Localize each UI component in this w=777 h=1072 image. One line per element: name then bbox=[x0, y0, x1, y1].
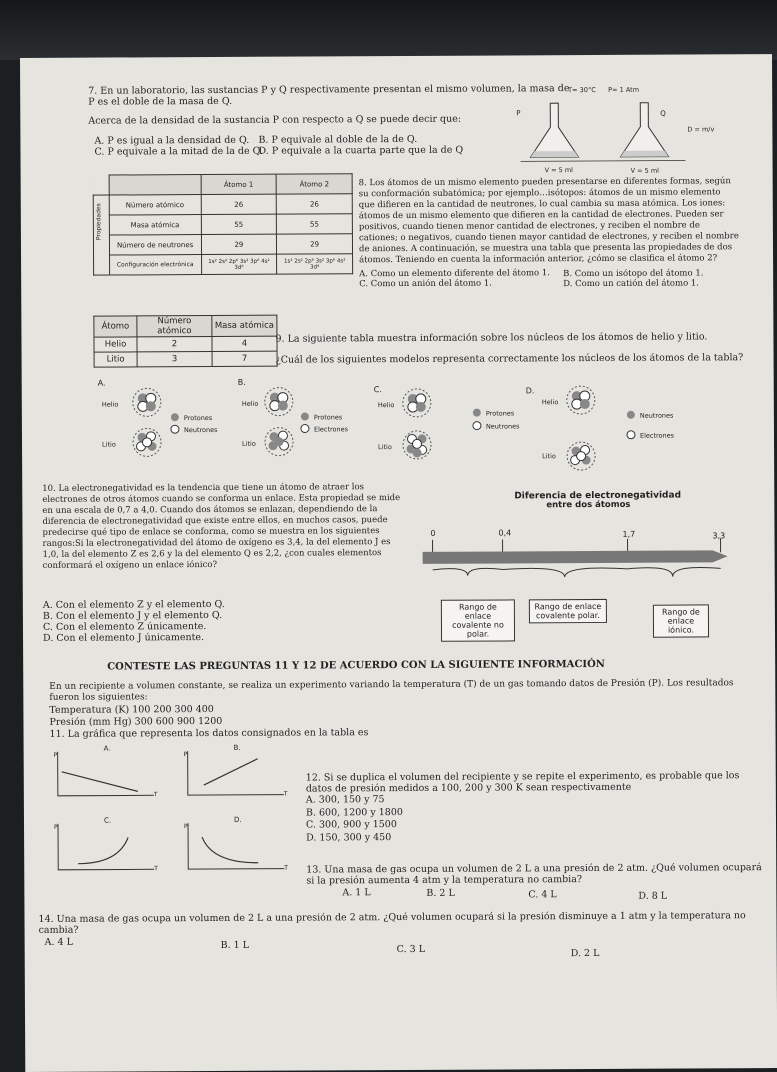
q7-option-a[interactable]: A. P es igual a la densidad de Q. bbox=[94, 134, 250, 147]
q8-stem-line: cationes; o negativos, cuando tienen mayor cantidad de electrones, y reciben el nombre bbox=[358, 231, 739, 244]
q12-option-c[interactable]: C. 300, 900 y 1500 bbox=[305, 819, 397, 831]
litio-label: Litio bbox=[378, 443, 392, 452]
helio-nucleus-model bbox=[264, 387, 294, 417]
q9-option-d[interactable] bbox=[522, 385, 675, 471]
legend-label: Electrones bbox=[313, 425, 349, 434]
q8-option-b[interactable]: B. Como un isótopo del átomo 1. bbox=[563, 268, 704, 280]
graph-x-label: T bbox=[154, 865, 158, 873]
graph-y-label: P bbox=[184, 823, 188, 831]
legend-label: Neutrones bbox=[639, 411, 674, 420]
q9-option-b[interactable] bbox=[234, 376, 374, 457]
legend-protons-swatch bbox=[472, 408, 482, 418]
q13-option-d[interactable]: D. 8 L bbox=[638, 890, 668, 902]
q12-stem-line2: datos de presión medidos a 100, 200 y 300 K sean respectivamente bbox=[305, 781, 632, 795]
q10-tick-label: 3,3 bbox=[712, 531, 726, 541]
litio-nucleus-model bbox=[264, 427, 294, 457]
litio-nucleus-model bbox=[402, 430, 432, 460]
q14-stem-line1: 14. Una masa de gas ocupa un volumen de 2 L a una presión de 2 atm. ¿Qué volumen ocupará si la presión disminuye a 1 atm y la temperatura no bbox=[38, 910, 746, 925]
section-intro-line1: En un recipiente a volumen constante, se realiza un experimento variando la temperatura (T) de un gas tomando datos de Presión (P). Los resultados bbox=[49, 678, 734, 692]
helio-nucleus-model bbox=[566, 385, 596, 415]
graph-x-label: T bbox=[284, 864, 288, 872]
q9-question: ¿Cuál de los siguientes modelos representa correctamente los núcleos de los átomos de la tabla? bbox=[275, 352, 744, 366]
q14-option-c[interactable]: C. 3 L bbox=[396, 943, 426, 956]
litio-label: Litio bbox=[242, 439, 256, 448]
graph-plot bbox=[58, 751, 158, 802]
q8-cell: 1s² 2s² 2p⁶ 3s² 3p⁶ 4s² 3d⁶ bbox=[201, 254, 277, 274]
q10-stem-line: 1,0, la del elemento Z es 2,6 y la del elemento Q es 2,2, ¿con cuales elementos bbox=[42, 548, 382, 560]
q7-pressure-label: P= 1 Atm bbox=[608, 85, 640, 94]
legend-label: Neutrones bbox=[183, 425, 218, 435]
q10-scale-bar bbox=[423, 538, 733, 600]
q14-option-b[interactable]: B. 1 L bbox=[220, 939, 250, 951]
q8-side-label: Propiedades bbox=[95, 203, 103, 241]
legend-protons-swatch bbox=[170, 412, 180, 422]
q10-stem-line: electrones de otros átomos cuando se conforma un enlace. Esta propiedad se mide bbox=[42, 493, 401, 505]
option-letter: B. bbox=[237, 377, 246, 387]
q8-cell: 1s² 2s² 2p⁶ 3s² 3p⁶ 4s² 3d⁴ bbox=[277, 254, 353, 274]
litio-label: Litio bbox=[102, 440, 116, 449]
graph-letter: C. bbox=[103, 816, 112, 825]
q9-atoms-table bbox=[93, 315, 277, 368]
q7-temp-label: T= 30°C bbox=[568, 85, 596, 95]
q14-option-a[interactable]: A. 4 L bbox=[44, 936, 73, 948]
q9-option-c[interactable] bbox=[372, 383, 522, 464]
graph-letter: A. bbox=[103, 744, 111, 753]
q12-option-b[interactable]: B. 600, 1200 y 1800 bbox=[305, 807, 403, 819]
helio-nucleus-model bbox=[402, 388, 432, 418]
graph-x-label: T bbox=[283, 790, 288, 798]
q10-tick-label: 1,7 bbox=[622, 529, 636, 539]
legend-label: Protones bbox=[313, 413, 343, 422]
q11-graph-a[interactable] bbox=[54, 743, 164, 804]
q7-flask-p-label: P bbox=[516, 109, 521, 118]
graph-y-label: P bbox=[53, 751, 58, 759]
helio-label: Helio bbox=[241, 399, 259, 408]
option-letter: D. bbox=[525, 386, 535, 396]
q13-stem-line1: 13. Una masa de gas ocupa un volumen de 2 L a una presión de 2 atm. ¿Qué volumen ocupará bbox=[306, 862, 762, 876]
q8-option-c[interactable]: C. Como un anión del átomo 1. bbox=[359, 278, 493, 290]
q8-col-atom1: Átomo 1 bbox=[201, 174, 277, 194]
q8-option-d[interactable]: D. Como un catión del átomo 1. bbox=[563, 278, 700, 290]
q10-stem-line: 10. La electronegatividad es la tendencia que tiene un átomo de atraer los bbox=[42, 482, 364, 494]
legend-neutrons-swatch bbox=[472, 421, 482, 431]
option-letter: C. bbox=[373, 385, 382, 395]
legend-electrons-swatch bbox=[300, 423, 310, 433]
q10-tick-label: 0,4 bbox=[498, 528, 512, 538]
q7-option-d[interactable]: D. P equivale a la cuarta parte que la de Q bbox=[258, 144, 464, 157]
q8-row-label: Masa atómica bbox=[109, 215, 201, 235]
q8-stem bbox=[359, 176, 739, 266]
q8-cell: 29 bbox=[277, 234, 353, 254]
q7-flasks-diagram bbox=[510, 94, 700, 165]
q8-cell: 55 bbox=[201, 214, 277, 234]
q10-stem-line: en una escala de 0,7 a 4,0. Cuando dos átomos se enlazan, dependiendo de la bbox=[42, 504, 378, 516]
q11-graph-c[interactable] bbox=[54, 815, 164, 878]
graph-plot bbox=[188, 751, 288, 802]
q9-header: Número atómico bbox=[137, 315, 212, 336]
legend-neutrons-swatch bbox=[626, 410, 636, 420]
q8-cell: 26 bbox=[276, 194, 352, 214]
dark-background-top bbox=[0, 0, 777, 60]
q10-stem-line: diferencia de electronegatividad que existe entre ellos, en muchos casos, puede bbox=[42, 515, 388, 527]
q8-properties-table bbox=[93, 173, 354, 275]
q10-chart-subtitle: entre dos átomos bbox=[546, 499, 631, 511]
q9-cell: Helio bbox=[94, 337, 137, 352]
q10-stem bbox=[42, 482, 400, 572]
q10-stem-line: rangos:Si la electronegatividad del átomo de oxígeno es 3,4, la del elemento J es bbox=[42, 537, 391, 549]
q8-row-label: Número de neutrones bbox=[109, 235, 201, 255]
legend-label: Protones bbox=[183, 413, 213, 423]
q10-range-ionic: Rango de enlace iónico. bbox=[653, 604, 709, 637]
q8-cell: 26 bbox=[201, 194, 277, 214]
q7-option-b[interactable]: B. P equivale al doble de la de Q. bbox=[258, 133, 418, 146]
q8-stem-line: átomos de un mismo elemento que difieren en la cantidad de electrones. Pueden ser bbox=[358, 209, 724, 222]
helio-label: Helio bbox=[101, 400, 119, 409]
q7-volume-q: V = 5 ml bbox=[630, 166, 659, 175]
q14-option-d[interactable]: D. 2 L bbox=[570, 947, 600, 960]
q8-stem-line: su conformación subatómica; por ejemplo…isótopos: átomos de un mismo elemento bbox=[358, 187, 721, 200]
q12-option-a[interactable]: A. 300, 150 y 75 bbox=[305, 794, 385, 806]
q8-cell: 29 bbox=[201, 234, 277, 254]
legend-label: Neutrones bbox=[485, 422, 520, 431]
q10-option-d[interactable]: D. Con el elemento J únicamente. bbox=[43, 632, 205, 644]
q13-option-a[interactable]: A. 1 L bbox=[342, 887, 371, 899]
q12-option-d[interactable]: D. 150, 300 y 450 bbox=[306, 832, 392, 844]
q7-stem-line1: 7. En un laboratorio, las sustancias P y Q respectivamente presentan el mismo volumen, la masa de bbox=[88, 83, 570, 97]
q8-option-a[interactable]: A. Como un elemento diferente del átomo 1. bbox=[359, 268, 550, 280]
litio-nucleus-model bbox=[566, 441, 596, 471]
q11-graph-d[interactable] bbox=[184, 815, 294, 878]
q8-row-label: Número atómico bbox=[109, 195, 201, 215]
legend-label: Protones bbox=[485, 409, 515, 418]
legend-label: Electrones bbox=[639, 431, 675, 440]
q8-stem-line: positivos, cuando tienen menor cantidad de electrones, y reciben el nombre de bbox=[358, 220, 700, 233]
q13-option-b[interactable]: B. 2 L bbox=[426, 887, 455, 899]
q7-density-formula: D = m/v bbox=[687, 125, 715, 134]
helio-label: Helio bbox=[377, 401, 395, 410]
q9-cell: 7 bbox=[212, 351, 277, 366]
legend-neutrons-swatch bbox=[170, 424, 180, 434]
section-title: CONTESTE LAS PREGUNTAS 11 Y 12 DE ACUERDO CON LA SIGUIENTE INFORMACIÓN bbox=[107, 658, 605, 673]
q9-header: Átomo bbox=[94, 316, 137, 337]
graph-plot bbox=[58, 823, 158, 876]
graph-plot bbox=[188, 823, 288, 876]
q10-tick-label: 0 bbox=[430, 528, 436, 538]
q9-cell: 2 bbox=[137, 336, 212, 351]
q8-stem-line: átomos. Teniendo en cuenta la información anterior, ¿cómo se clasifica el átomo 2? bbox=[359, 253, 718, 266]
q9-cell: 3 bbox=[137, 351, 212, 366]
q9-cell: 4 bbox=[212, 336, 277, 351]
q10-option-a[interactable]: A. Con el elemento Z y el elemento Q. bbox=[42, 598, 225, 611]
q10-stem-line: predecirse qué tipo de enlace se conforma, como se muestra en los siguientes bbox=[42, 526, 380, 538]
graph-y-label: P bbox=[183, 751, 188, 759]
graph-letter: D. bbox=[233, 815, 242, 824]
legend-protons-swatch bbox=[300, 411, 310, 421]
q9-header: Masa atómica bbox=[212, 315, 277, 336]
q13-option-c[interactable]: C. 4 L bbox=[528, 889, 557, 901]
q12-stem-line1: 12. Si se duplica el volumen del recipiente y se repite el experimento, es probable que los bbox=[305, 770, 740, 784]
q10-option-b[interactable]: B. Con el elemento J y el elemento Q. bbox=[42, 609, 223, 622]
q8-stem-line: 8. Los átomos de un mismo elemento pueden presentarse en diferentes formas, según bbox=[358, 176, 731, 189]
q10-stem-line: conformará el oxígeno un enlace iónico? bbox=[42, 559, 218, 571]
q9-stem: 9. La siguiente tabla muestra información sobre los núcleos de los átomos de helio y litio. bbox=[275, 331, 708, 345]
q11-graph-b[interactable] bbox=[184, 743, 294, 804]
q14-stem-line2: cambia? bbox=[38, 924, 79, 936]
worksheet-page bbox=[20, 54, 777, 1072]
graph-x-label: T bbox=[153, 791, 158, 799]
litio-nucleus-model bbox=[132, 427, 162, 457]
q7-stem-line2: P es el doble de la masa de Q. bbox=[88, 95, 233, 108]
q10-range-nonpolar: Rango de enlace covalente no polar. bbox=[441, 599, 515, 641]
q13-stem-line2: si la presión aumenta 4 atm y la temperatura no cambia? bbox=[306, 874, 582, 887]
q10-option-c[interactable]: C. Con el elemento Z únicamente. bbox=[42, 621, 207, 633]
helio-label: Helio bbox=[541, 398, 559, 407]
graph-letter: B. bbox=[233, 743, 241, 752]
section-temperature: Temperatura (K) 100 200 300 400 bbox=[49, 703, 214, 716]
q7-flask-q-label: Q bbox=[660, 109, 666, 118]
litio-label: Litio bbox=[542, 452, 556, 461]
q7-prompt: Acerca de la densidad de la sustancia P con respecto a Q se puede decir que: bbox=[88, 113, 462, 127]
q10-chart-title: Diferencia de electronegatividad bbox=[514, 490, 682, 502]
q8-row-label: Configuración electrónica bbox=[109, 255, 201, 275]
q7-option-c[interactable]: C. P equivale a la mitad de la de Q. bbox=[94, 145, 264, 158]
section-pressure: Presión (mm Hg) 300 600 900 1200 bbox=[49, 715, 223, 728]
q9-option-a[interactable] bbox=[94, 377, 244, 458]
option-letter: A. bbox=[97, 378, 106, 388]
q9-cell: Litio bbox=[94, 352, 137, 367]
q8-cell: 55 bbox=[277, 214, 353, 234]
q11-stem: 11. La gráfica que representa los datos consignados en la tabla es bbox=[49, 727, 369, 740]
helio-nucleus-model bbox=[132, 387, 162, 417]
legend-electrons-swatch bbox=[626, 430, 636, 440]
section-intro-line2: fueron los siguientes: bbox=[49, 692, 148, 703]
q10-range-polar: Rango de enlace covalente polar. bbox=[529, 599, 607, 623]
q8-stem-line: de aniones. A continuación, se muestra una tabla que presenta las propiedades de dos bbox=[358, 242, 733, 255]
q8-stem-line: que difieren en la cantidad de neutrones, lo cual cambia su masa atómica. Los iones: bbox=[358, 198, 726, 211]
q7-volume-p: V = 5 ml bbox=[544, 166, 573, 175]
q8-col-atom2: Átomo 2 bbox=[276, 174, 352, 194]
graph-y-label: P bbox=[54, 823, 58, 831]
